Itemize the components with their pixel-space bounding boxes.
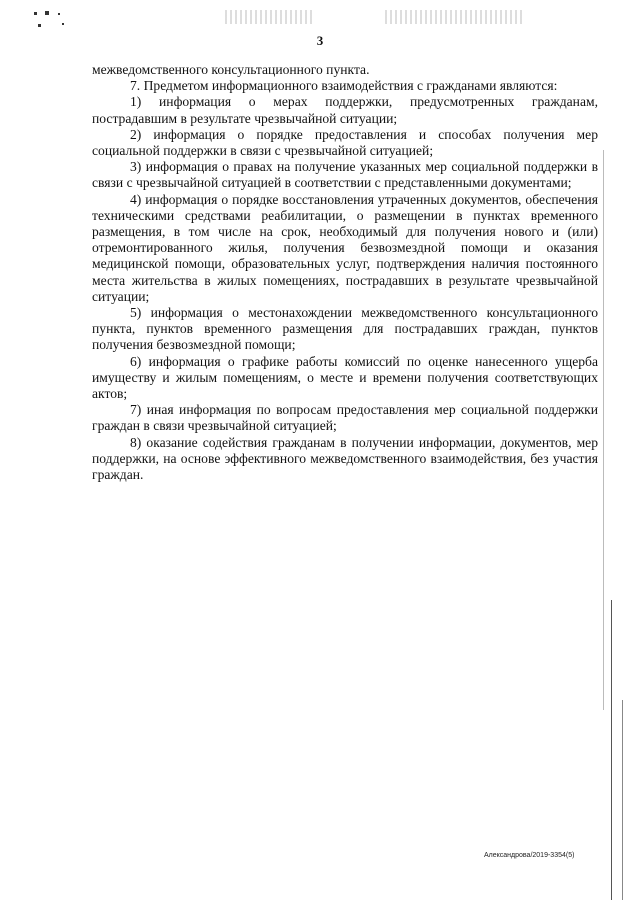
scan-edge-line xyxy=(603,150,604,710)
list-item: 7) иная информация по вопросам предоставления мер социальной поддержки граждан в связи чрезвычайной ситуацией; xyxy=(92,402,598,434)
scan-speck xyxy=(58,13,60,15)
scan-edge-line xyxy=(622,700,623,900)
list-item: 2) информация о порядке предоставления и способах получения мер социальной поддержки в связи с чрезвычайной ситуацией; xyxy=(92,126,598,159)
scan-speck xyxy=(45,11,49,15)
document-code: Александрова/2019-3354(5) xyxy=(484,852,575,859)
list-item: 6) информация о графике работы комиссий по оценке нанесенного ущерба имуществу и жилым помещениям, о месте и времени получения соответствующих актов; xyxy=(92,353,598,402)
list-item: 5) информация о местонахождении межведомственного консультационного пункта, пунктов временного размещения для пострадавших граждан, пунктов получения безвозмездной помощи; xyxy=(92,305,598,353)
scan-speck xyxy=(34,12,37,15)
list-item: 8) оказание содействия гражданам в получении информации, документов, мер поддержки, на основе эффективного межведомственного взаимодействия, без участия граждан. xyxy=(92,434,598,483)
list-item: 3) информация о правах на получение указанных мер социальной поддержки в связи с чрезвычайной ситуацией в соответствии с представленными документами; xyxy=(92,159,598,191)
scan-speck xyxy=(38,24,41,27)
scan-speck xyxy=(62,23,64,25)
paragraph: межведомственного консультационного пункта. xyxy=(92,62,370,77)
document-body xyxy=(92,62,598,483)
list-item: 1) информация о мерах поддержки, предусмотренных гражданам, пострадавшим в результате чрезвычайной ситуации; xyxy=(92,94,598,126)
scan-edge-line xyxy=(611,600,612,900)
paragraph: 7. Предметом информационного взаимодействия с гражданами являются: xyxy=(130,78,558,94)
scan-smudge xyxy=(385,10,525,24)
list-item: 4) информация о порядке восстановления утраченных документов, обеспечения техническими средствами реабилитации, о размещении в пунктах временного размещения, в том числе на срок, необходимый для получения нового и (или) отремонтированного жилья, получения безвозмездной помощи и оказания медицинской помощи, образовательных услуг, подтверждения наличия постоянного места жительства в жилых помещениях, пострадавших в результате чрезвычайной ситуации; xyxy=(92,191,598,304)
page-number: 3 xyxy=(316,33,324,48)
scan-smudge xyxy=(225,10,315,24)
